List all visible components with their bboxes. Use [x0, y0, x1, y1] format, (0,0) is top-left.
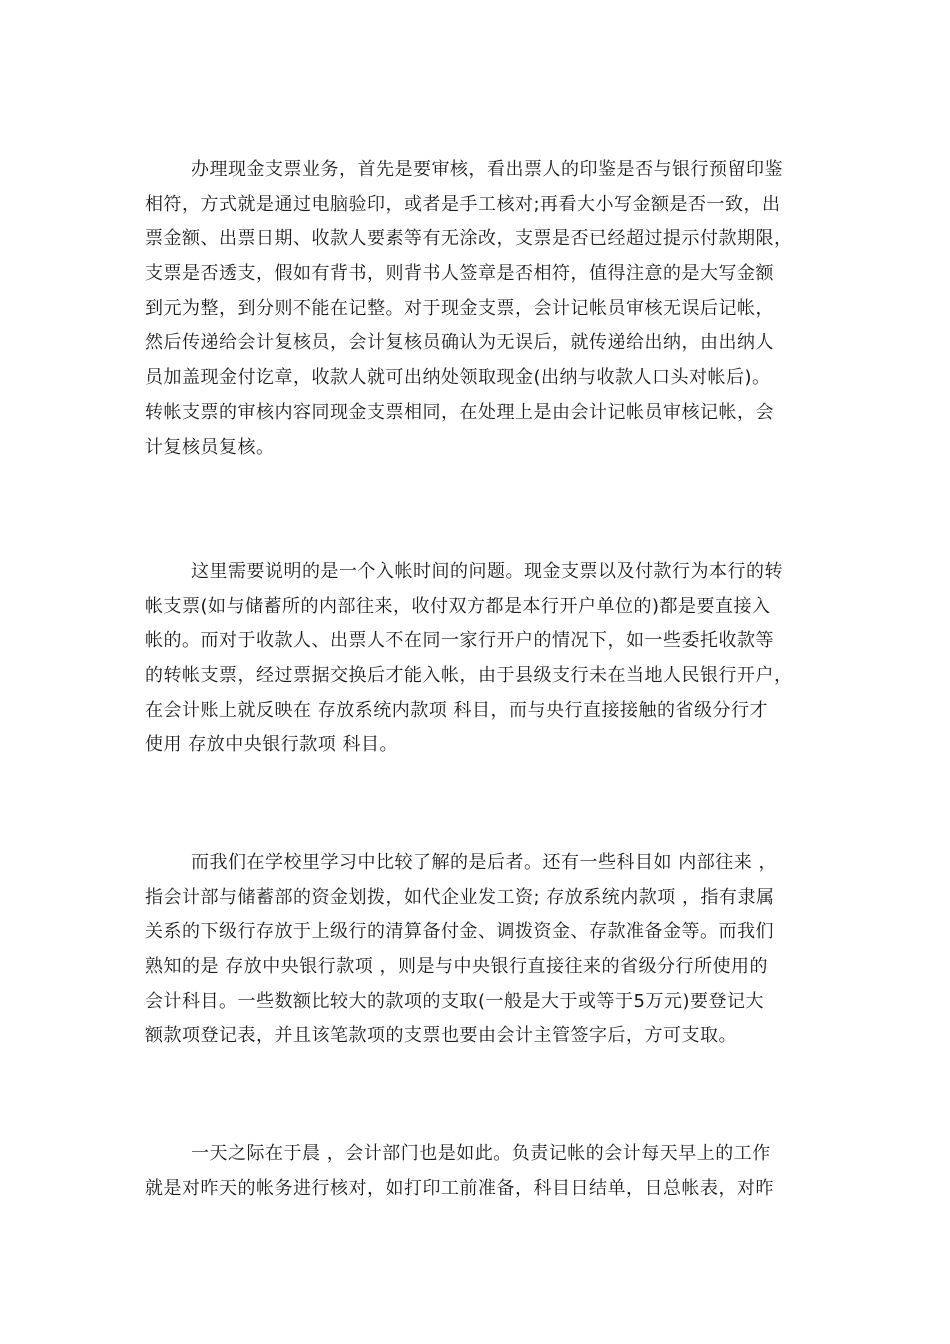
paragraph-line: 指会计部与储蓄部的资金划拨，如代企业发工资; 存放系统内款项 ，指有隶属 [145, 886, 775, 908]
paragraph-line: 额款项登记表，并且该笔款项的支票也要由会计主管签字后，方可支取。 [145, 1025, 737, 1047]
paragraph-cash-check-procedure [145, 153, 815, 465]
paragraph-line: 就是对昨天的帐务进行核对，如打印工前准备，科目日结单，日总帐表，对昨 [145, 1177, 774, 1199]
paragraph-morning-work [145, 1137, 815, 1206]
paragraph-line: 办理现金支票业务，首先是要审核，看出票人的印鉴是否与银行预留印鉴 [191, 159, 783, 180]
paragraph-posting-time [145, 555, 815, 763]
paragraph-line: 在会计账上就反映在 存放系统内款项 科目，而与央行直接接触的省级分行才 [145, 699, 768, 721]
paragraph-line: 关系的下级行存放于上级行的清算备付金、调拨资金、存款准备金等。而我们 [145, 921, 774, 943]
paragraph-line: 会计科目。一些数额比较大的款项的支取(一般是大于或等于5万元)要登记大 [145, 990, 764, 1012]
paragraph-line: 的转帐支票，经过票据交换后才能入帐，由于县级支行未在当地人民银行开户， [145, 665, 793, 687]
paragraph-line: 到元为整，到分则不能在记整。对于现金支票，会计记帐员审核无误后记帐， [145, 297, 774, 319]
paragraph-line: 这里需要说明的是一个入帐时间的问题。现金支票以及付款行为本行的转 [191, 561, 783, 582]
paragraph-line: 转帐支票的审核内容同现金支票相同，在处理上是由会计记帐员审核记帐，会 [145, 401, 774, 423]
paragraph-line: 帐支票(如与储蓄所的内部往来，收付双方都是本行开户单位的)都是要直接入 [145, 595, 771, 617]
paragraph-line: 然后传递给会计复核员，会计复核员确认为无误后，就传递给出纳，由出纳人 [145, 332, 774, 354]
paragraph-line: 票金额、出票日期、收款人要素等有无涂改，支票是否已经超过提示付款期限， [145, 228, 793, 250]
paragraph-line: 相符，方式就是通过电脑验印，或者是手工核对;再看大小写金额是否一致，出 [145, 193, 781, 215]
paragraph-line: 一天之际在于晨 ，会计部门也是如此。负责记帐的会计每天早上的工作 [191, 1143, 771, 1164]
paragraph-line: 帐的。而对于收款人、出票人不在同一家行开户的情况下，如一些委托收款等 [145, 630, 774, 652]
paragraph-line: 而我们在学校里学习中比较了解的是后者。还有一些科目如 内部往来 ， [191, 852, 777, 873]
paragraph-line: 支票是否透支，假如有背书，则背书人签章是否相符，值得注意的是大写金额 [145, 263, 774, 285]
paragraph-line: 熟知的是 存放中央银行款项 ，则是与中央银行直接往来的省级分行所使用的 [145, 956, 768, 978]
paragraph-account-subjects [145, 846, 815, 1054]
paragraph-line: 使用 存放中央银行款项 科目。 [145, 734, 398, 756]
paragraph-line: 员加盖现金付讫章，收款人就可出纳处领取现金(出纳与收款人口头对帐后)。 [145, 367, 771, 389]
paragraph-line: 计复核员复核。 [145, 436, 275, 458]
